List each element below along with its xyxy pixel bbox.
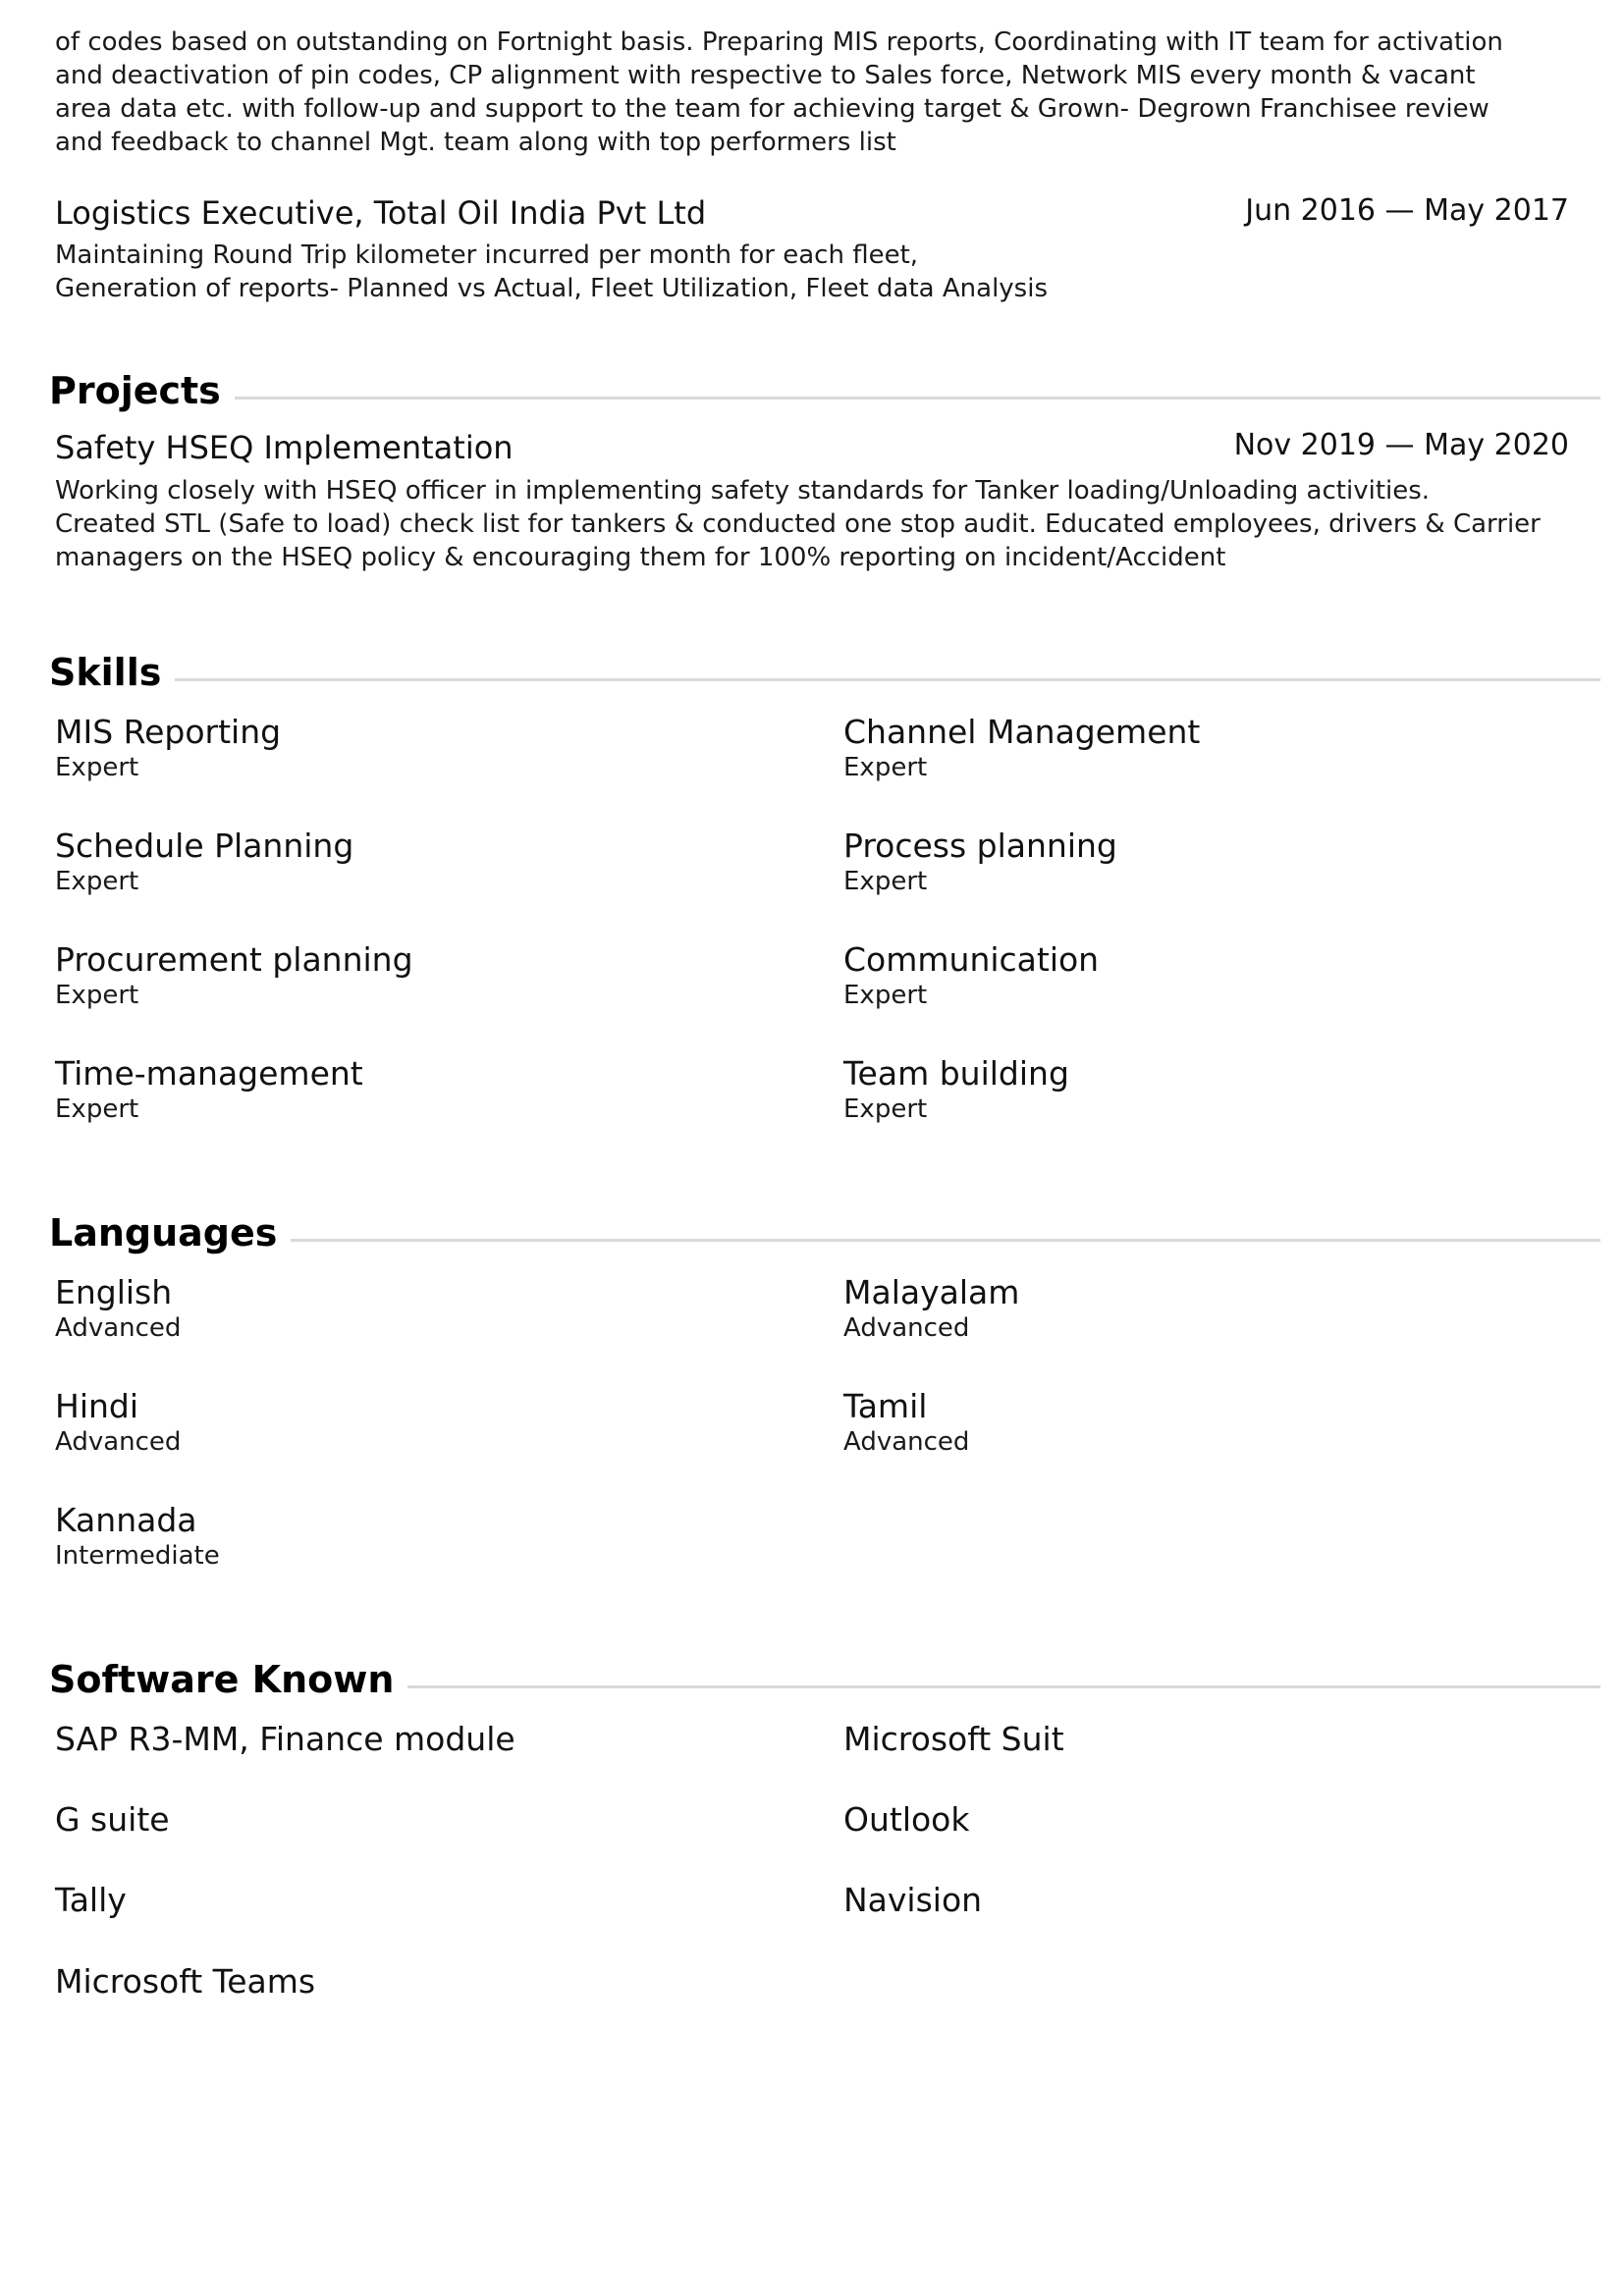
- skill-item: [55, 713, 801, 783]
- description-line: of codes based on outstanding on Fortnight basis. Preparing MIS reports, Coordinating with IT team for activation: [55, 27, 1503, 57]
- section-divider: [235, 397, 1600, 400]
- software-item: Outlook: [843, 1800, 970, 1839]
- software-section-header: [49, 1656, 1600, 1703]
- skill-level: Expert: [843, 867, 928, 896]
- skill-name: Time-management: [55, 1054, 363, 1093]
- projects-section-header: [49, 367, 1600, 414]
- description-line: and feedback to channel Mgt. team along with top performers list: [55, 128, 896, 157]
- language-item: [55, 1273, 801, 1344]
- software-item: Microsoft Suit: [843, 1720, 1064, 1758]
- section-divider: [175, 678, 1600, 681]
- language-name: Tamil: [843, 1387, 928, 1425]
- skill-name: Procurement planning: [55, 940, 413, 979]
- skill-item: [843, 827, 1590, 897]
- language-level: Advanced: [843, 1427, 970, 1457]
- language-item: [843, 1387, 1590, 1458]
- experience-date: Jun 2016 — May 2017: [1245, 193, 1569, 228]
- software-item: Tally: [55, 1881, 127, 1919]
- software-item: Microsoft Teams: [55, 1962, 316, 2001]
- skill-item: [55, 827, 801, 897]
- language-item: [843, 1273, 1590, 1344]
- skill-name: MIS Reporting: [55, 713, 282, 751]
- description-line: area data etc. with follow-up and support to the team for achieving target & Grown- Degrown Franchisee review: [55, 94, 1489, 124]
- description-line: Working closely with HSEQ officer in implementing safety standards for Tanker loading/Unloading activities.: [55, 476, 1431, 506]
- skills-section-header: [49, 649, 1600, 696]
- project-title: Safety HSEQ Implementation: [55, 429, 514, 466]
- skill-item: [55, 1054, 801, 1125]
- languages-section-header: [49, 1209, 1600, 1256]
- language-item: [55, 1501, 801, 1572]
- skill-item: [55, 940, 801, 1011]
- language-level: Advanced: [843, 1313, 970, 1343]
- software-item: G suite: [55, 1800, 170, 1839]
- skill-item: [843, 713, 1590, 783]
- skill-name: Communication: [843, 940, 1100, 979]
- skill-level: Expert: [55, 981, 139, 1010]
- section-divider: [407, 1685, 1600, 1688]
- description-line: Maintaining Round Trip kilometer incurred per month for each fleet,: [55, 240, 919, 270]
- section-title: Software Known: [49, 1658, 395, 1701]
- skill-item: [843, 1054, 1590, 1125]
- language-name: Hindi: [55, 1387, 139, 1425]
- project-date: Nov 2019 — May 2020: [1233, 428, 1569, 462]
- skill-level: Expert: [55, 753, 139, 782]
- experience-description: [55, 239, 1577, 305]
- language-name: Kannada: [55, 1501, 197, 1539]
- skill-level: Expert: [55, 1095, 139, 1124]
- language-name: English: [55, 1273, 173, 1311]
- previous-role-description: [55, 26, 1577, 159]
- section-divider: [291, 1239, 1600, 1242]
- language-level: Intermediate: [55, 1541, 220, 1571]
- section-title: Skills: [49, 651, 162, 694]
- description-line: Generation of reports- Planned vs Actual, Fleet Utilization, Fleet data Analysis: [55, 274, 1048, 303]
- section-title: Projects: [49, 369, 221, 412]
- language-level: Advanced: [55, 1313, 182, 1343]
- skill-level: Expert: [843, 1095, 928, 1124]
- skill-level: Expert: [55, 867, 139, 896]
- software-item: SAP R3-MM, Finance module: [55, 1720, 515, 1758]
- language-name: Malayalam: [843, 1273, 1020, 1311]
- project-description: [55, 474, 1577, 574]
- skill-name: Channel Management: [843, 713, 1201, 751]
- language-level: Advanced: [55, 1427, 182, 1457]
- skill-level: Expert: [843, 981, 928, 1010]
- software-item: Navision: [843, 1881, 983, 1919]
- skill-item: [843, 940, 1590, 1011]
- skill-name: Schedule Planning: [55, 827, 354, 865]
- skill-name: Team building: [843, 1054, 1069, 1093]
- description-line: and deactivation of pin codes, CP alignment with respective to Sales force, Network MIS every month & vacant: [55, 61, 1476, 90]
- description-line: Created STL (Safe to load) check list for tankers & conducted one stop audit. Educated employees, drivers & Carrier: [55, 509, 1541, 539]
- section-title: Languages: [49, 1211, 278, 1255]
- description-line: managers on the HSEQ policy & encouraging them for 100% reporting on incident/Accident: [55, 543, 1226, 572]
- skill-level: Expert: [843, 753, 928, 782]
- skill-name: Process planning: [843, 827, 1117, 865]
- experience-title: Logistics Executive, Total Oil India Pvt Ltd: [55, 194, 707, 232]
- language-item: [55, 1387, 801, 1458]
